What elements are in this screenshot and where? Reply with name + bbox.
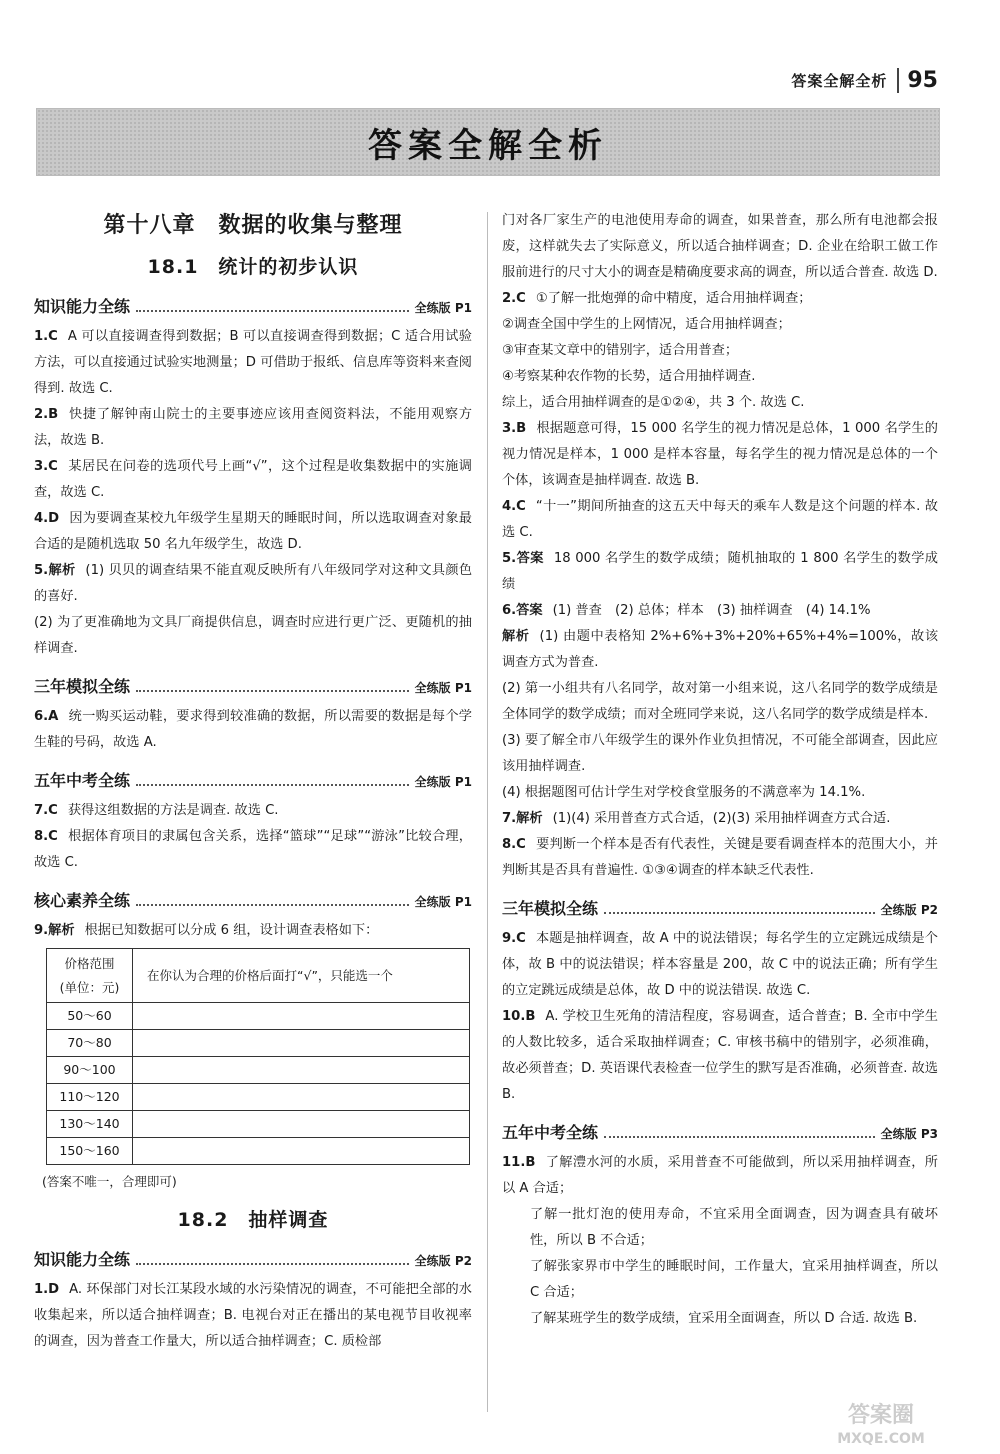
answer-line: 综上，适合用抽样调查的是①②④，共 3 个. 故选 C. [502, 395, 805, 410]
answer-item [502, 1004, 938, 1108]
answer-text: A. 环保部门对长江某段水域的水污染情况的调查，不可能把全部的水收集起来，所以适合抽样调查；B. 电视台对正在播出的某电视节目收视率的调查，因为普查工作量大，所以适合抽样调查；C. 质检部 [34, 1282, 472, 1349]
answer-text: ①了解一批炮弹的命中精度，适合用抽样调查； [535, 291, 812, 306]
table-cell-range: 130～140 [47, 1111, 133, 1138]
answer-number: 1.D [34, 1282, 60, 1297]
section-title-18-2: 18.2 抽样调查 [177, 1209, 329, 1231]
leader-dots [136, 690, 409, 692]
practice-heading [34, 1245, 472, 1273]
answer-item [34, 798, 472, 824]
analysis-item [502, 624, 938, 676]
answer-number: 4.C [502, 499, 526, 514]
answer-item [502, 1150, 938, 1202]
answer-item [502, 832, 938, 884]
answer-text: 本题是抽样调查，故 A 中的说法错误；每名学生的立定跳远成绩是个体，故 B 中的说法错误；样本容量是 200，故 C 中的说法正确；所有学生的立定跳远成绩是总体，故 D 中的说法错误. 故选 C. [502, 931, 938, 998]
practice-heading-name: 知识能力全练 [34, 1250, 131, 1269]
answer-line: ②调查全国中学生的上网情况，适合用抽样调查； [502, 317, 791, 332]
answer-item [502, 494, 938, 546]
table-cell-check [133, 1111, 470, 1138]
table-row [47, 1030, 470, 1057]
practice-heading [34, 766, 472, 794]
analysis-line: (2) 第一小组共有八名同学，故对第一小组来说，这八名同学的数学成绩是全体同学的数学成绩；而对全班同学来说，这八名同学的数学成绩是样本. [502, 681, 938, 722]
answer-line: 了解某班学生的数学成绩，宜采用全面调查，所以 D 合适. 故选 B. [530, 1311, 918, 1326]
answer-number: 2.C [502, 291, 526, 306]
answer-number: 6.答案 [502, 603, 543, 618]
answer-number: 7.解析 [502, 811, 543, 826]
practice-heading-ref: 全练版 P3 [880, 1127, 938, 1141]
answer-line: ③审查某文章中的错别字，适合用普查； [502, 343, 739, 358]
table-row [47, 1138, 470, 1165]
table-cell-check [133, 1003, 470, 1030]
section-title-18-1: 18.1 统计的初步认识 [147, 256, 359, 278]
practice-heading [502, 1118, 938, 1146]
table-cell-check [133, 1138, 470, 1165]
table-cell-range: 90～100 [47, 1057, 133, 1084]
leader-dots [604, 1136, 875, 1138]
analysis-line: (3) 要了解全市八年级学生的课外作业负担情况，不可能全部调查，因此应该用抽样调查. [502, 733, 938, 774]
answer-text: (1) 贝贝的调查结果不能直观反映所有八年级同学对这种文具颜色的喜好. [34, 563, 473, 604]
table-note: (答案不唯一，合理即可) [42, 1174, 177, 1189]
table-row [47, 1084, 470, 1111]
practice-heading-ref: 全练版 P2 [414, 1254, 472, 1268]
banner-title: 答案全解全析 [368, 125, 608, 166]
page-number: 95 [897, 68, 938, 93]
practice-heading [502, 894, 938, 922]
table-cell-check [133, 1084, 470, 1111]
answer-number: 5.解析 [34, 563, 76, 578]
right-column [502, 208, 938, 1332]
analysis-text: (1) 由题中表格知 2%+6%+3%+20%+65%+4%=100%，故该调查方式为普查. [502, 629, 939, 670]
leader-dots [136, 310, 409, 312]
answer-number: 6.A [34, 709, 59, 724]
answer-text: 统一购买运动鞋，要求得到较准确的数据，所以需要的数据是每个学生鞋的号码，故选 A. [34, 709, 472, 750]
answer-line: 了解张家界市中学生的睡眠时间，工作量大，宜采用抽样调查，所以 C 合适； [530, 1259, 938, 1300]
practice-heading-ref: 全练版 P1 [414, 681, 472, 695]
answer-item [34, 558, 472, 610]
answer-item [502, 806, 938, 832]
practice-heading-name: 三年模拟全练 [34, 677, 131, 696]
leader-dots [136, 784, 409, 786]
answer-text: A. 学校卫生死角的清洁程度，容易调查，适合普查；B. 全市中学生的人数比较多，适合采取抽样调查；C. 审核书稿中的错别字，必须准确，故必须普查；D. 英语课代表检查一位学生的默写是否准确，必须普查. 故选 B. [502, 1009, 938, 1102]
answer-item [502, 286, 938, 312]
answer-item [34, 918, 472, 944]
practice-heading [34, 672, 472, 700]
table-cell-check [133, 1030, 470, 1057]
answer-text: 因为要调查某校九年级学生星期天的睡眠时间，所以选取调查对象最合适的是随机选取 50 名九年级学生，故选 D. [34, 511, 472, 552]
analysis-label: 解析 [502, 629, 530, 644]
answer-text: 获得这组数据的方法是调查. 故选 C. [67, 803, 279, 818]
answer-text: 了解澧水河的水质，采用普查不可能做到，所以采用抽样调查，所以 A 合适； [502, 1155, 938, 1196]
practice-heading-name: 知识能力全练 [34, 297, 131, 316]
answer-text: 要判断一个样本是否有代表性，关键是要看调查样本的范围大小，并判断其是否具有普遍性. ①③④调查的样本缺乏代表性. [502, 837, 938, 878]
answer-item [34, 704, 472, 756]
answer-text: (1) 普查 (2) 总体；样本 (3) 抽样调查 (4) 14.1% [552, 603, 871, 618]
answer-item [502, 926, 938, 1004]
table-cell-range: 150～160 [47, 1138, 133, 1165]
answer-number: 3.B [502, 421, 527, 436]
table-cell-check [133, 1057, 470, 1084]
chapter-title: 第十八章 数据的收集与整理 [103, 213, 403, 238]
running-head [791, 68, 938, 93]
answer-text: 根据体育项目的隶属包含关系，选择“篮球”“足球”“游泳”比较合理，故选 C. [34, 829, 472, 870]
table-header-row [47, 949, 470, 1003]
practice-heading-ref: 全练版 P1 [414, 301, 472, 315]
answer-number: 10.B [502, 1009, 536, 1024]
answer-number: 3.C [34, 459, 58, 474]
answer-item [34, 402, 472, 454]
answer-item [34, 324, 472, 402]
answer-text: 根据题意可得，15 000 名学生的视力情况是总体，1 000 名学生的视力情况是样本，1 000 是样本容量，每名学生的视力情况是总体的一个个体，该调查是抽样调查. 故选 B. [502, 421, 938, 488]
table-header-instruction: 在你认为合理的价格后面打“√”，只能选一个 [133, 949, 470, 1003]
practice-heading [34, 886, 472, 914]
answer-item [34, 1277, 472, 1355]
answer-number: 5.答案 [502, 551, 544, 566]
answer-number: 8.C [502, 837, 526, 852]
answer-item [34, 454, 472, 506]
table-row [47, 1057, 470, 1084]
watermark-line-1: 答案圈 [847, 1403, 915, 1428]
column-divider [487, 212, 488, 1412]
practice-heading-name: 三年模拟全练 [502, 899, 599, 918]
practice-heading-name: 五年中考全练 [34, 771, 131, 790]
answer-number: 8.C [34, 829, 58, 844]
answer-number: 9.C [502, 931, 526, 946]
answer-text: (1)(4) 采用普查方式合适，(2)(3) 采用抽样调查方式合适. [552, 811, 891, 826]
answer-number: 7.C [34, 803, 58, 818]
practice-heading-ref: 全练版 P2 [880, 903, 938, 917]
answer-item [502, 598, 938, 624]
answer-text: 某居民在问卷的选项代号上画“√”，这个过程是收集数据中的实施调查，故选 C. [34, 459, 472, 500]
running-head-title: 答案全解全析 [791, 72, 888, 90]
left-column [34, 208, 472, 1355]
table-row [47, 1003, 470, 1030]
answer-text-continued: (2) 为了更准确地为文具厂商提供信息，调查时应进行更广泛、更随机的抽样调查. [34, 615, 472, 656]
answer-item [502, 546, 938, 598]
answer-item [34, 506, 472, 558]
answer-line: 了解一批灯泡的使用寿命，不宜采用全面调查，因为调查具有破坏性，所以 B 不合适； [530, 1207, 938, 1248]
answer-item [502, 416, 938, 494]
answer-number: 4.D [34, 511, 60, 526]
table-cell-range: 110～120 [47, 1084, 133, 1111]
answer-number: 9.解析 [34, 923, 75, 938]
watermark-line-2: MXQE.COM [837, 1431, 925, 1447]
answer-text: A 可以直接调查得到数据；B 可以直接调查得到数据；C 适合用试验方法，可以直接通过试验实地测量；D 可借助于报纸、信息库等资料来查阅得到. 故选 C. [34, 329, 472, 396]
practice-heading-ref: 全练版 P1 [414, 775, 472, 789]
answer-number: 2.B [34, 407, 59, 422]
watermark-logo [806, 1396, 956, 1448]
leader-dots [136, 1263, 409, 1265]
leader-dots [604, 912, 875, 914]
table-row [47, 1111, 470, 1138]
banner [36, 108, 940, 176]
practice-heading-name: 五年中考全练 [502, 1123, 599, 1142]
table-cell-range: 70～80 [47, 1030, 133, 1057]
answer-text: “十一”期间所抽查的这五天中每天的乘车人数是这个问题的样本. 故选 C. [502, 499, 938, 540]
answer-text-continued: 门对各厂家生产的电池使用寿命的调查，如果普查，那么所有电池都会报废，这样就失去了实际意义，所以适合抽样调查；D. 企业在给职工做工作服前进行的尺寸大小的调查是精确度要求高的调查，所以适合普查. 故选 D. [502, 213, 938, 280]
answer-text: 18 000 名学生的数学成绩；随机抽取的 1 800 名学生的数学成绩 [502, 551, 938, 592]
answer-text: 快捷了解钟南山院士的主要事迹应该用查阅资料法，不能用观察方法，故选 B. [34, 407, 472, 448]
header-line: 价格范围 [64, 955, 115, 971]
answer-item [34, 824, 472, 876]
price-survey-table [46, 948, 470, 1165]
answer-number: 11.B [502, 1155, 536, 1170]
leader-dots [136, 904, 409, 906]
answer-text: 根据已知数据可以分成 6 组，设计调查表格如下： [84, 923, 379, 938]
answer-line: ④考察某种农作物的长势，适合用抽样调查. [502, 369, 756, 384]
analysis-line: (4) 根据题图可估计学生对学校食堂服务的不满意率为 14.1%. [502, 785, 866, 800]
practice-heading [34, 292, 472, 320]
practice-heading-name: 核心素养全练 [34, 891, 131, 910]
table-header-price-range [47, 949, 133, 1003]
table-cell-range: 50～60 [47, 1003, 133, 1030]
practice-heading-ref: 全练版 P1 [414, 895, 472, 909]
answer-number: 1.C [34, 329, 58, 344]
header-line: (单位：元) [59, 979, 120, 995]
